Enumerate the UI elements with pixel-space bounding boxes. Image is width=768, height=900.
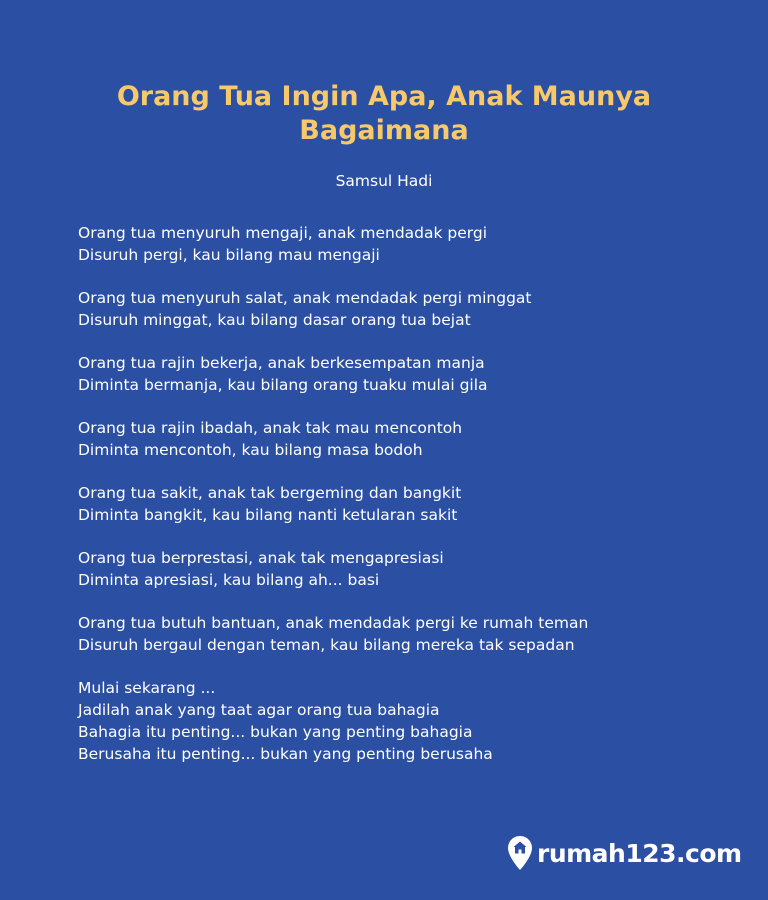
poem-line: Disuruh bergaul dengan teman, kau bilang mereka tak sepadan — [78, 636, 575, 654]
poem-title — [60, 80, 708, 148]
stanza — [78, 222, 718, 266]
poem-line: Jadilah anak yang taat agar orang tua bahagia — [78, 701, 440, 719]
poem-title-line: Orang Tua Ingin Apa, Anak Maunya — [116, 81, 652, 112]
poem-line: Berusaha itu penting... bukan yang penting berusaha — [78, 745, 493, 763]
poem-body — [78, 222, 718, 786]
poem-line: Orang tua berprestasi, anak tak mengapresiasi — [78, 549, 444, 567]
location-pin-house-icon — [507, 835, 533, 871]
poem-line: Disuruh minggat, kau bilang dasar orang tua bejat — [78, 311, 471, 329]
stanza — [78, 482, 718, 526]
brand-logo-text: rumah123.com — [537, 838, 742, 868]
poem-line: Orang tua rajin bekerja, anak berkesempatan manja — [78, 354, 485, 372]
stanza — [78, 287, 718, 331]
stanza — [78, 547, 718, 591]
poem-line: Orang tua menyuruh mengaji, anak mendadak pergi — [78, 224, 488, 242]
stanza — [78, 352, 718, 396]
poem-line: Orang tua sakit, anak tak bergeming dan bangkit — [78, 484, 462, 502]
poem-author: Samsul Hadi — [335, 172, 433, 190]
poem-line: Orang tua rajin ibadah, anak tak mau mencontoh — [78, 419, 463, 437]
poem-line: Bahagia itu penting... bukan yang penting bahagia — [78, 723, 473, 741]
stanza — [78, 677, 718, 765]
poem-line: Diminta bangkit, kau bilang nanti ketularan sakit — [78, 506, 458, 524]
poem-line: Mulai sekarang ... — [78, 679, 216, 697]
poem-line: Diminta bermanja, kau bilang orang tuaku mulai gila — [78, 376, 488, 394]
poem-line: Orang tua menyuruh salat, anak mendadak pergi minggat — [78, 289, 532, 307]
stanza — [78, 612, 718, 656]
poem-line: Diminta mencontoh, kau bilang masa bodoh — [78, 441, 423, 459]
poem-title-line: Bagaimana — [299, 115, 469, 146]
stanza — [78, 417, 718, 461]
poem-line: Disuruh pergi, kau bilang mau mengaji — [78, 246, 380, 264]
poem-line: Diminta apresiasi, kau bilang ah... basi — [78, 571, 380, 589]
brand-logo — [507, 833, 742, 873]
poem-line: Orang tua butuh bantuan, anak mendadak pergi ke rumah teman — [78, 614, 589, 632]
